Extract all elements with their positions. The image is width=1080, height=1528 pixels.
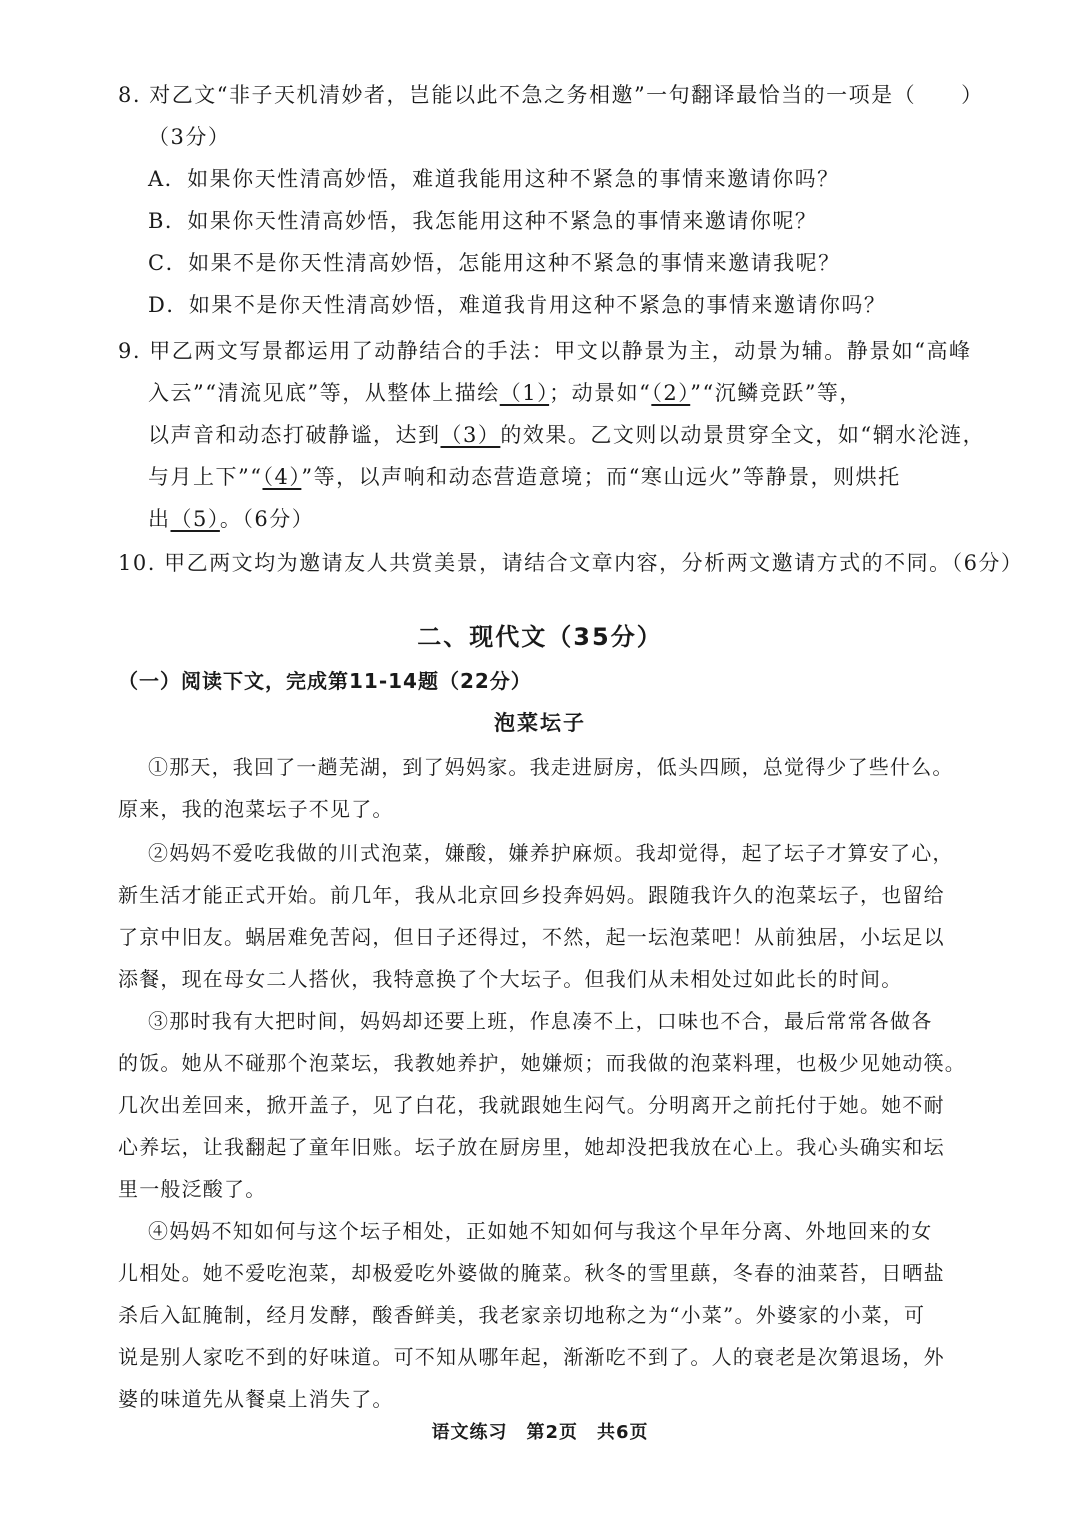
article-line: 原来，我的泡菜坛子不见了。 — [118, 797, 394, 821]
page-footer: 语文练习 第2页 共6页 — [431, 1422, 649, 1443]
q9-line-3 — [148, 420, 985, 450]
q8-score: （3分） — [148, 125, 231, 149]
q9-text: ；动景如“ — [549, 381, 652, 405]
q9-blank-1: （1） — [499, 381, 550, 405]
q8-option-c: C．如果不是你天性清高妙悟，怎能用这种不紧急的事情来邀请我呢？ — [148, 251, 841, 275]
article-line: 几次出差回来，掀开盖子，见了白花，我就跟她生闷气。分明离开之前托付于她。她不耐 — [118, 1093, 945, 1117]
q9-line-2 — [148, 378, 862, 408]
q9-text: ”等，以声响和动态营造意境；而“寒山远火”等静景，则烘托 — [301, 465, 901, 489]
q9-line-5 — [148, 504, 314, 534]
article-line: 心养坛，让我翻起了童年旧账。坛子放在厨房里，她却没把我放在心上。我心头确实和坛 — [118, 1135, 945, 1159]
q8-option-b: B．如果你天性清高妙悟，我怎能用这种不紧急的事情来邀请你呢？ — [148, 209, 818, 233]
section-title: 二、现代文（35分） — [417, 623, 663, 651]
q9-text: 以声音和动态打破静谧，达到 — [148, 423, 441, 447]
q8-option-d: D．如果不是你天性清高妙悟，难道我肯用这种不紧急的事情来邀请你吗？ — [148, 293, 887, 317]
q9-blank-5: （5） — [170, 507, 220, 531]
article-line: 的饭。她从不碰那个泡菜坛，我教她养护，她嫌烦；而我做的泡菜料理，也极少见她动筷。 — [118, 1051, 966, 1075]
article-line: ④妈妈不知如何与这个坛子相处，正如她不知如何与我这个早年分离、外地回来的女 — [148, 1219, 933, 1243]
article-line: 新生活才能正式开始。前几年，我从北京回乡投奔妈妈。跟随我许久的泡菜坛子，也留给 — [118, 883, 945, 907]
q9-text: 。（6分） — [219, 507, 315, 531]
q9-text: 入云”“清流见底”等，从整体上描绘 — [148, 381, 500, 405]
article-line: ②妈妈不爱吃我做的川式泡菜，嫌酸，嫌养护麻烦。我却觉得，起了坛子才算安了心， — [148, 841, 954, 865]
article-line: 婆的味道先从餐桌上消失了。 — [118, 1387, 394, 1411]
article-line: 儿相处。她不爱吃泡菜，却极爱吃外婆做的腌菜。秋冬的雪里蕻，冬春的油菜苔，日晒盐 — [118, 1261, 945, 1285]
article-line: 说是别人家吃不到的好味道。可不知从哪年起，渐渐吃不到了。人的衰老是次第退场，外 — [118, 1345, 945, 1369]
q9-blank-2: （2） — [651, 381, 691, 405]
article-line: ①那天，我回了一趟芜湖，到了妈妈家。我走进厨房，低头四顾，总觉得少了些什么。 — [148, 755, 954, 779]
section-subtitle: （一）阅读下文，完成第11-14题（22分） — [118, 669, 532, 693]
q9-line-4 — [148, 462, 901, 492]
q9-line-1: 9. 甲乙两文写景都运用了动静结合的手法：甲文以静景为主，动景为辅。静景如“高峰 — [118, 339, 972, 363]
article-line: ③那时我有大把时间，妈妈却还要上班，作息凑不上，口味也不合，最后常常各做各 — [148, 1009, 933, 1033]
q9-text: 的效果。乙文则以动景贯穿全文，如“辋水沦涟， — [500, 423, 986, 447]
q8-option-a: A．如果你天性清高妙悟，难道我能用这种不紧急的事情来邀请你吗？ — [148, 167, 840, 191]
article-line: 杀后入缸腌制，经月发酵，酸香鲜美，我老家亲切地称之为“小菜”。外婆家的小菜，可 — [118, 1303, 926, 1327]
q9-blank-3: （3） — [440, 423, 501, 447]
q9-text: 出 — [148, 507, 171, 531]
q8-stem: 8. 对乙文“非子天机清妙者，岂能以此不急之务相邀”一句翻译最恰当的一项是（ ） — [118, 83, 984, 107]
article-line: 添餐，现在母女二人搭伙，我特意换了个大坛子。但我们从未相处过如此长的时间。 — [118, 967, 903, 991]
article-line: 了京中旧友。蜗居难免苦闷，但日子还得过，不然，起一坛泡菜吧！从前独居，小坛足以 — [118, 925, 945, 949]
article-title: 泡菜坛子 — [494, 711, 586, 735]
q9-blank-4: （4） — [262, 465, 302, 489]
q9-text: 与月上下”“ — [148, 465, 263, 489]
q10-stem: 10. 甲乙两文均为邀请友人共赏美景，请结合文章内容，分析两文邀请方式的不同。（6分） — [118, 551, 1024, 575]
q9-text: ”“沉鳞竞跃”等， — [690, 381, 862, 405]
article-line: 里一般泛酸了。 — [118, 1177, 267, 1201]
